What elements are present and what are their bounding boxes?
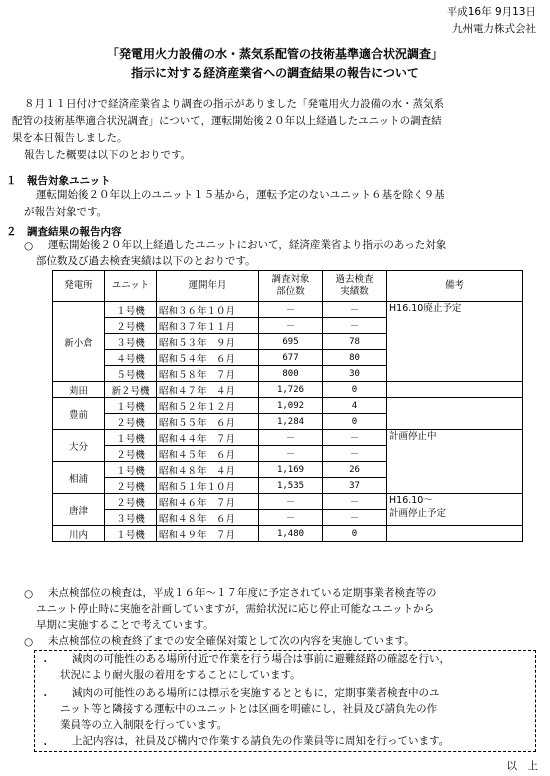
unit-cell: ３号機 xyxy=(105,334,157,350)
target-count-cell: － xyxy=(259,494,323,510)
title-line-1: 「発電用火力設備の水・蒸気系配管の技術基準適合状況調査」 xyxy=(106,47,443,61)
measure-2-line-1: 減肉の可能性のある場所には標示を実施するとともに，定期事業者検査中のユ xyxy=(72,687,440,699)
section-2-heading: ２ 調査結果の報告内容 xyxy=(6,226,122,238)
note-cell: H16.10廃止予定 xyxy=(387,302,523,382)
past-inspection-cell: － xyxy=(323,318,387,334)
intro-line-1: ８月１１日付けで経済産業省より調査の指示がありました「発電用火力設備の水・蒸気系 xyxy=(24,98,444,110)
start-date-cell: 昭和５５年 ６月 xyxy=(157,414,259,430)
target-count-cell: － xyxy=(259,302,323,318)
target-count-cell: 1,535 xyxy=(259,478,323,494)
col-header-target-count: 調査対象 部位数 xyxy=(259,271,323,302)
unit-cell: １号機 xyxy=(105,462,157,478)
unit-cell: ２号機 xyxy=(105,494,157,510)
start-date-cell: 昭和４５年 ６月 xyxy=(157,446,259,462)
start-date-cell: 昭和５８年 ７月 xyxy=(157,366,259,382)
target-count-cell: － xyxy=(259,430,323,446)
company-name: 九州電力株式会社 xyxy=(452,23,536,35)
col-header-past-inspection: 過去検査 実績数 xyxy=(323,271,387,302)
note-cell xyxy=(387,398,523,430)
intro-line-4: 報告した概要は以下のとおりです。 xyxy=(24,149,192,161)
past-inspection-cell: 80 xyxy=(323,350,387,366)
section-1-heading: １ 報告対象ユニット xyxy=(6,175,111,187)
table-row xyxy=(53,302,523,318)
start-date-cell: 昭和４７年 ４月 xyxy=(157,382,259,398)
past-inspection-cell: 4 xyxy=(323,398,387,414)
table-row xyxy=(53,398,523,414)
target-count-cell: 1,092 xyxy=(259,398,323,414)
unit-cell: １号機 xyxy=(105,302,157,318)
note-cell xyxy=(387,526,523,542)
past-inspection-cell: 0 xyxy=(323,414,387,430)
target-count-cell: 677 xyxy=(259,350,323,366)
table-row xyxy=(53,382,523,398)
title-line-2: 指示に対する経済産業省への調査結果の報告について xyxy=(131,66,419,80)
station-cell: 豊前 xyxy=(53,398,105,430)
start-date-cell: 昭和３６年１０月 xyxy=(157,302,259,318)
start-date-cell: 昭和５２年１２月 xyxy=(157,398,259,414)
target-count-cell: － xyxy=(259,318,323,334)
target-count-cell: 1,726 xyxy=(259,382,323,398)
measure-3-line-1: 上記内容は，社員及び構内で作業する請負先の作業員等に周知を行っています。 xyxy=(72,735,450,747)
station-cell: 川内 xyxy=(53,526,105,542)
measure-1-line-1: 減肉の可能性のある場所付近で作業を行う場合は事前に避難経路の確認を行い， xyxy=(72,653,450,665)
start-date-cell: 昭和４６年 ７月 xyxy=(157,494,259,510)
target-count-cell: 695 xyxy=(259,334,323,350)
past-inspection-cell: － xyxy=(323,494,387,510)
end-mark: 以 上 xyxy=(506,760,538,772)
measure-1-line-2: 状況により耐火服の着用をすることにしています。 xyxy=(60,669,301,681)
target-count-cell: 1,169 xyxy=(259,462,323,478)
unit-cell: ２号機 xyxy=(105,318,157,334)
unit-cell: ２号機 xyxy=(105,414,157,430)
past-inspection-cell: － xyxy=(323,430,387,446)
start-date-cell: 昭和４８年 ６月 xyxy=(157,510,259,526)
bullet-2-line-1: 未点検部位の検査終了までの安全確保対策として次の内容を実施しています。 xyxy=(48,635,415,647)
table-row xyxy=(53,526,523,542)
target-count-cell: － xyxy=(259,446,323,462)
col-header-unit: ユニット xyxy=(105,271,157,302)
past-inspection-cell: － xyxy=(323,510,387,526)
bullet-2-mark: ○ xyxy=(24,636,34,648)
target-count-cell: － xyxy=(259,510,323,526)
measure-2-dot: ・ xyxy=(40,690,51,702)
intro-line-2: 配管の技術基準適合状況調査」について，運転開始後２０年以上経過したユニットの調査結 xyxy=(12,115,442,127)
bullet-1-line-2: ユニット停止時に実施を計画していますが，需給状況に応じ停止可能なユニットから xyxy=(36,603,435,615)
note-cell: 計画停止中 xyxy=(387,430,523,494)
past-inspection-cell: 26 xyxy=(323,462,387,478)
measure-2-line-3: 業員等の立入制限を行っています。 xyxy=(60,719,228,731)
measure-2-line-2: ニット等と隣接する運転中のユニットとは区画を明確にし，社員及び請負先の作 xyxy=(60,703,438,715)
past-inspection-cell: 37 xyxy=(323,478,387,494)
col-header-start-date: 運開年月 xyxy=(157,271,259,302)
past-inspection-cell: － xyxy=(323,446,387,462)
target-count-cell: 1,480 xyxy=(259,526,323,542)
start-date-cell: 昭和５４年 ６月 xyxy=(157,350,259,366)
station-cell: 相浦 xyxy=(53,462,105,494)
unit-cell: １号機 xyxy=(105,526,157,542)
section-2-line-1: 運転開始後２０年以上経過したユニットにおいて，経済産業省より指示のあった対象 xyxy=(48,239,447,251)
start-date-cell: 昭和５１年１０月 xyxy=(157,478,259,494)
bullet-1-line-1: 未点検部位の検査は，平成１６年～１７年度に予定されている定期事業者検査等の xyxy=(48,587,437,599)
past-inspection-cell: － xyxy=(323,302,387,318)
section-2-line-2: 部位数及び過去検査実績は以下のとおりです。 xyxy=(36,255,256,267)
document-date: 平成16年 9月13日 xyxy=(446,6,536,18)
past-inspection-cell: 0 xyxy=(323,526,387,542)
bullet-1-mark: ○ xyxy=(24,588,34,600)
measure-1-dot: ・ xyxy=(40,656,51,668)
table-header-row xyxy=(53,271,523,302)
past-inspection-cell: 78 xyxy=(323,334,387,350)
section-1-line-1: 運転開始後２０年以上のユニット１５基から，運転予定のないユニット６基を除く９基 xyxy=(36,189,445,201)
start-date-cell: 昭和４４年 ７月 xyxy=(157,430,259,446)
target-count-cell: 1,284 xyxy=(259,414,323,430)
station-cell: 大分 xyxy=(53,430,105,462)
unit-cell: １号機 xyxy=(105,430,157,446)
unit-cell: ２号機 xyxy=(105,478,157,494)
start-date-cell: 昭和４８年 ４月 xyxy=(157,462,259,478)
bullet-1-line-3: 早期に実施することで考えています。 xyxy=(36,619,214,631)
start-date-cell: 昭和４９年 ７月 xyxy=(157,526,259,542)
unit-cell: ３号機 xyxy=(105,510,157,526)
past-inspection-cell: 30 xyxy=(323,366,387,382)
inspection-table xyxy=(52,270,523,542)
station-cell: 唐津 xyxy=(53,494,105,526)
start-date-cell: 昭和５３年 ９月 xyxy=(157,334,259,350)
start-date-cell: 昭和３７年１１月 xyxy=(157,318,259,334)
unit-cell: ２号機 xyxy=(105,446,157,462)
table-row xyxy=(53,430,523,446)
note-cell: H16.10～ 計画停止予定 xyxy=(387,494,523,526)
measure-3-dot: ・ xyxy=(40,739,51,751)
station-cell: 新小倉 xyxy=(53,302,105,382)
intro-line-3: 果を本日報告しました。 xyxy=(12,132,128,144)
past-inspection-cell: 0 xyxy=(323,382,387,398)
target-count-cell: 800 xyxy=(259,366,323,382)
col-header-station: 発電所 xyxy=(53,271,105,302)
unit-cell: 新２号機 xyxy=(105,382,157,398)
col-header-note: 備考 xyxy=(387,271,523,302)
unit-cell: ４号機 xyxy=(105,350,157,366)
section-2-bullet: ○ xyxy=(24,240,34,252)
unit-cell: １号機 xyxy=(105,398,157,414)
note-cell xyxy=(387,382,523,398)
station-cell: 苅田 xyxy=(53,382,105,398)
section-1-line-2: が報告対象です。 xyxy=(24,206,108,218)
unit-cell: ５号機 xyxy=(105,366,157,382)
table-row xyxy=(53,494,523,510)
